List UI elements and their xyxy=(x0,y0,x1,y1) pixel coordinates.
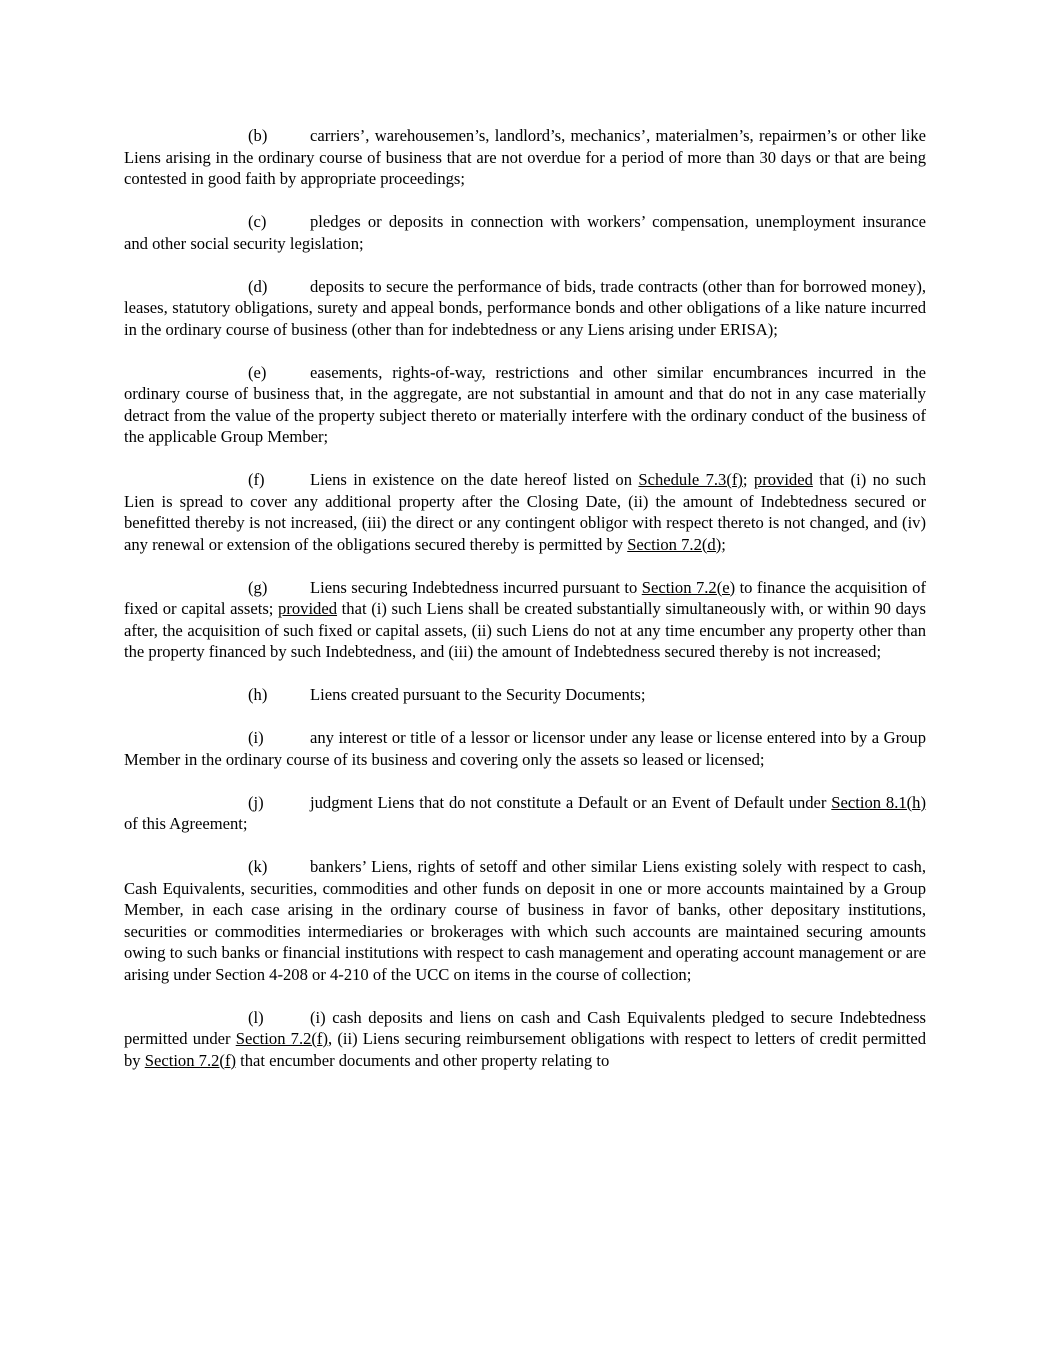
clause-text: deposits to secure the performance of bids, trade contracts (other than for borrowed money), leases, statutory obligations, surety and appeal bonds, performance bonds and other obligations of a like nature incurred in the ordinary course of business (other than for indebtedness or any Liens arising under ERISA); xyxy=(124,276,926,339)
section-reference: Section 8.1(h) xyxy=(831,792,927,812)
section-reference: Section 7.2(d) xyxy=(627,534,722,554)
provided-term: provided xyxy=(278,599,338,618)
clause-c xyxy=(124,211,926,254)
clause-label: (d) xyxy=(248,276,268,296)
section-reference: Section 7.2(f) xyxy=(235,1029,328,1048)
clause-i xyxy=(124,727,926,770)
clause-text: ; xyxy=(742,470,754,489)
schedule-reference: Schedule 7.3(f) xyxy=(638,470,743,489)
clause-label: (e) xyxy=(248,362,267,382)
clause-l xyxy=(124,1007,926,1072)
clause-text: that encumber documents and other property relating to xyxy=(236,1050,610,1070)
clause-k xyxy=(124,856,926,985)
clause-g xyxy=(124,577,926,663)
section-reference: Section 7.2(f) xyxy=(144,1050,236,1070)
clause-text: Liens in existence on the date hereof listed on xyxy=(310,470,639,489)
clause-text: to finance the acquisition of fixed or capital assets; xyxy=(124,577,926,618)
clause-label: (b) xyxy=(248,126,268,145)
clause-text: pledges or deposits in connection with workers’ compensation, unemployment insurance and other social security legislation; xyxy=(124,212,926,253)
clause-label: (l) xyxy=(248,1007,264,1027)
clause-text: (i) cash deposits and liens on cash and Cash Equivalents pledged to secure Indebtedness permitted under xyxy=(124,1007,926,1048)
clause-h xyxy=(124,684,926,706)
clause-f xyxy=(124,469,926,555)
clause-text: ; xyxy=(721,534,726,554)
clause-text: easements, rights-of-way, restrictions and other similar encumbrances incurred in the ordinary course of business that, in the aggregate, are not substantial in amount and that do not in any case materially detract from the value of the property subject thereto or materially interfere with the ordinary conduct of the business of the applicable Group Member; xyxy=(124,362,926,446)
clause-b xyxy=(124,125,926,190)
section-reference: Section 7.2(e) xyxy=(641,577,736,597)
provided-term: provided xyxy=(753,470,813,489)
clause-e xyxy=(124,362,926,448)
clause-d xyxy=(124,276,926,341)
clause-text: that (i) such Liens shall be created substantially simultaneously with, or within 90 days after, the acquisition of such fixed or capital assets, (ii) such Liens do not at any time encumber any property other than the property financed by such Indebtedness, and (iii) the amount of Indebtedness secured thereby is not increased; xyxy=(124,599,926,661)
clause-label: (h) xyxy=(248,685,268,704)
clause-label: (i) xyxy=(248,728,264,747)
clause-text: of this Agreement; xyxy=(124,814,248,833)
clause-text: any interest or title of a lessor or licensor under any lease or license entered into by a Group Member in the ordinary course of its business and covering only the assets so leased or licensed; xyxy=(124,728,926,769)
clause-text: , (ii) Liens securing reimbursement obligations with respect to letters of credit permitted by xyxy=(124,1029,926,1070)
clause-text: Liens securing Indebtedness incurred pursuant to xyxy=(310,577,642,597)
clause-j xyxy=(124,792,926,835)
clause-label: (c) xyxy=(248,212,267,231)
clause-text: Liens created pursuant to the Security Documents; xyxy=(310,685,646,704)
clause-text: judgment Liens that do not constitute a Default or an Event of Default under xyxy=(310,792,832,812)
clause-label: (k) xyxy=(248,857,268,876)
document-page xyxy=(124,125,926,1093)
clause-text: that (i) no such Lien is spread to cover any additional property after the Closing Date, (ii) the amount of Indebtedness secured or benefitted thereby is not increased, (iii) the direct or any contingent obligor with respect thereto is not changed, and (iv) any renewal or extension of the obligations secured thereby is permitted by xyxy=(124,470,926,554)
clause-text: carriers’, warehousemen’s, landlord’s, mechanics’, materialmen’s, repairmen’s or other like Liens arising in the ordinary course of business that are not overdue for a period of more than 30 days or that are being contested in good faith by appropriate proceedings; xyxy=(124,126,926,188)
clause-label: (j) xyxy=(248,792,264,812)
clause-label: (f) xyxy=(248,470,265,489)
clause-label: (g) xyxy=(248,577,268,597)
clause-text: bankers’ Liens, rights of setoff and other similar Liens existing solely with respect to cash, Cash Equivalents, securities, commodities and other funds on deposit in one or more accounts maintained by a Group Member, in each case arising in the ordinary course of business in favor of banks, other depositary institutions, securities or commodities intermediaries or brokerages with which such accounts are maintained securing amounts owing to such banks or financial institutions with respect to cash management and operating account management or are arising under Section 4-208 or 4-210 of the UCC on items in the course of collection; xyxy=(124,857,926,984)
